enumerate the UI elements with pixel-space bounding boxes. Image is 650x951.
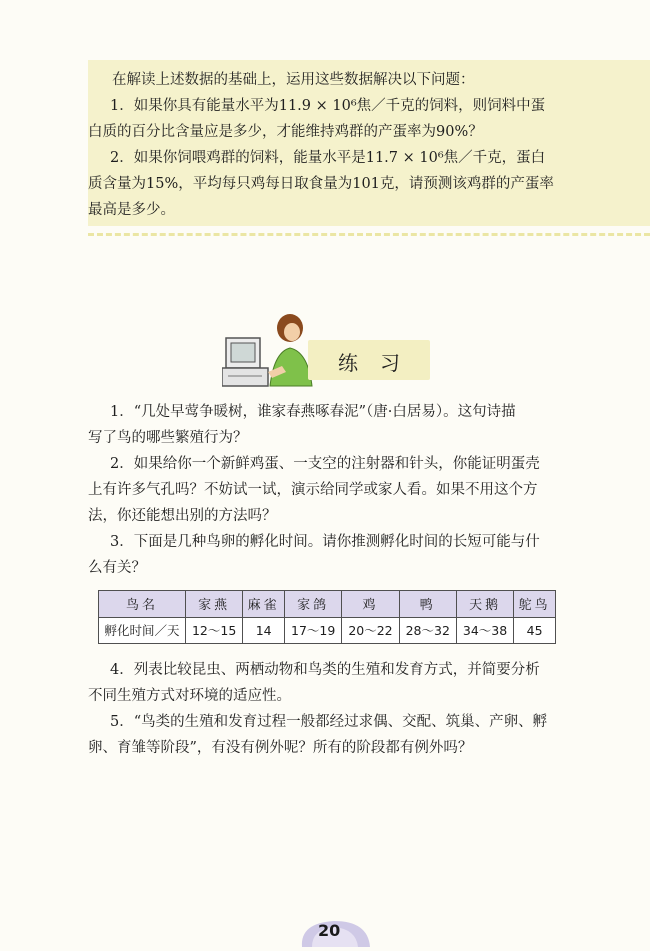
table-bird-cell: 鸭 [399, 591, 456, 618]
table-row [99, 617, 556, 644]
hatching-time-table [98, 590, 556, 644]
problem-q2-line2: 质含量为15%，平均每只鸡每日取食量为101克，请预测该鸡群的产蛋率 [88, 176, 554, 192]
student-at-computer-icon [222, 308, 314, 394]
table-header-row [99, 591, 556, 618]
table-header-label: 鸟名 [99, 591, 186, 618]
table-bird-cell: 家燕 [186, 591, 243, 618]
table-row-label: 孵化时间／天 [99, 617, 186, 644]
table-days-cell: 34～38 [456, 617, 513, 644]
table-bird-cell: 鸵鸟 [514, 591, 556, 618]
table-days-cell: 12～15 [186, 617, 243, 644]
exercise-item-3-line2: 么有关？ [88, 560, 146, 576]
exercise-item-4-line1: 4．列表比较昆虫、两栖动物和鸟类的生殖和发育方式，并简要分析 [110, 662, 540, 678]
exercise-item-2-line1: 2．如果给你一个新鲜鸡蛋、一支空的注射器和针头，你能证明蛋壳 [110, 456, 540, 472]
section-divider [88, 233, 650, 236]
exercise-item-1-line2: 写了鸟的哪些繁殖行为？ [88, 430, 248, 446]
table-days-cell: 14 [243, 617, 285, 644]
problem-lead: 在解读上述数据的基础上，运用这些数据解决以下问题： [112, 72, 475, 88]
problem-q1-line2: 白质的百分比含量应是多少，才能维持鸡群的产蛋率为90%？ [88, 124, 483, 140]
exercise-item-5-line2: 卵、育雏等阶段”，有没有例外呢？所有的阶段都有例外吗？ [88, 740, 473, 756]
exercise-item-1-line1: 1．“几处早莺争暖树，谁家春燕啄春泥”（唐·白居易）。这句诗描 [110, 404, 516, 420]
exercise-item-2-line2: 上有许多气孔吗？不妨试一试，演示给同学或家人看。如果不用这个方 [88, 482, 538, 498]
table-days-cell: 20～22 [342, 617, 399, 644]
exercise-item-4-line2: 不同生殖方式对环境的适应性。 [88, 688, 291, 704]
exercise-item-5-line1: 5．“鸟类的生殖和发育过程一般都经过求偶、交配、筑巢、产卵、孵 [110, 714, 548, 730]
exercise-heading: 练习 [338, 351, 422, 375]
table-bird-cell: 家鸽 [285, 591, 342, 618]
problem-q2-line1: 2．如果你饲喂鸡群的饲料，能量水平是11.7 × 10⁶焦／千克，蛋白 [110, 150, 546, 166]
exercise-heading-banner [308, 340, 430, 380]
exercise-item-2-line3: 法，你还能想出别的方法吗？ [88, 508, 277, 524]
table-days-cell: 45 [514, 617, 556, 644]
table-bird-cell: 天鹅 [456, 591, 513, 618]
table-bird-cell: 麻雀 [243, 591, 285, 618]
problem-q2-line3: 最高是多少。 [88, 202, 175, 218]
table-days-cell: 17～19 [285, 617, 342, 644]
problem-q1-line1: 1．如果你具有能量水平为11.9 × 10⁶焦／千克的饲料，则饲料中蛋 [110, 98, 546, 114]
page-number: 20 [318, 921, 341, 940]
exercise-item-3-line1: 3．下面是几种鸟卵的孵化时间。请你推测孵化时间的长短可能与什 [110, 534, 540, 550]
table-days-cell: 28～32 [399, 617, 456, 644]
table-bird-cell: 鸡 [342, 591, 399, 618]
